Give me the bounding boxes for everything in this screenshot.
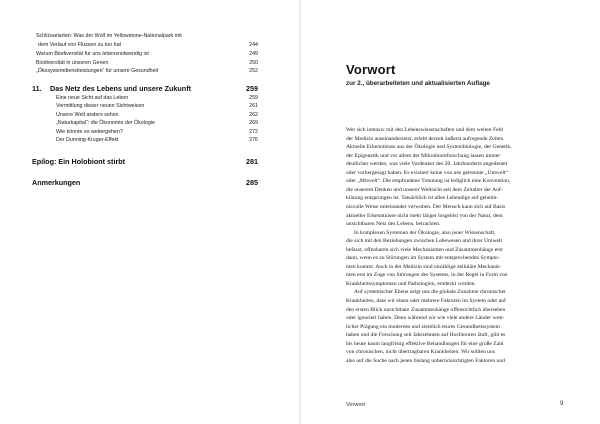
body-text-line: unsichtbaren Netz des Lebens, betrachten. xyxy=(346,221,441,228)
body-text-line: In komplexen Systemen der Ökologie, also jener Wissenschaft, xyxy=(354,229,496,236)
toc-chapter-page: 259 xyxy=(246,84,258,93)
toc-entry-text: Biodiversität in unseren Genen xyxy=(36,60,109,66)
body-text-line: von chronischen, nicht übertragbaren Krankheiten. Wir sollten uns xyxy=(346,349,495,356)
body-text-line: nisvolle Weise miteinander verwoben. Der Mensch kann sich auf Basis xyxy=(346,203,506,210)
toc-entry-page: 262 xyxy=(249,112,258,118)
body-text-line: der Medizin auseinandersetzt, erlebt derzeit äußerst aufregende Zeiten. xyxy=(346,135,505,142)
body-text-line: befasst, offenbaren sich viele Mechanismen und Zusammenhänge erst xyxy=(346,246,503,253)
toc-entry-text: Unsere Welt anders sehen xyxy=(56,112,119,118)
toc-anmerkungen-page: 285 xyxy=(246,178,258,187)
body-text-line: oder vorhergesagt haben: Es existiert keine von uns getrennte „Umwelt“ xyxy=(346,169,508,176)
toc-entry-page: 276 xyxy=(249,137,258,143)
toc-entry-page: 272 xyxy=(249,129,258,135)
toc-chapter-number: 11. xyxy=(32,84,42,93)
toc-epilog-page: 281 xyxy=(246,157,258,166)
body-text-line: deutlicher werden, was viele Vordenker des 20. Jahrhunderts angedeutet xyxy=(346,161,508,168)
body-text-line: Auf systemischer Ebene zeigt uns die globale Zunahme chronischer xyxy=(354,289,506,296)
book-gutter xyxy=(299,0,301,424)
body-text-line: Krankheitssymptomen und Pathologien, entdeckt worden. xyxy=(346,280,476,287)
body-text-line: also auf die Suche nach jenen bislang unberücksichtigten Faktoren und xyxy=(346,357,505,364)
toc-entry-page: 250 xyxy=(249,60,258,66)
body-text-line: oder ignoriert haben. Denn während wir wie viele andere Länder west- xyxy=(346,315,505,322)
body-text-line: aktueller Erkenntnisse nicht mehr länger losgelöst von der Natur, dem xyxy=(346,212,503,219)
toc-entry-page: 244 xyxy=(249,42,258,48)
toc-entry-text: Eine neue Sicht auf das Leben xyxy=(56,95,129,101)
page-title: Vorwort xyxy=(346,62,396,77)
toc-entry-text: Warum Biodiversität für uns lebensnotwendig ist xyxy=(36,51,149,57)
running-footer: Vorwort xyxy=(346,402,365,408)
body-text-line: klärung entsprungen ist. Tatsächlich ist alles Lebendige auf geheim- xyxy=(346,195,499,202)
toc-entry-page: 252 xyxy=(249,68,258,74)
toc-epilog-title: Epilog: Ein Holobiont stirbt xyxy=(32,157,126,166)
body-text-line: den ersten Blick unsichtbare Zusammenhänge offensichtlich übersehen xyxy=(346,306,506,313)
body-text-line: Wer sich intensiv mit den Lebenswissenschaften und dem weiten Feld xyxy=(346,127,503,133)
page-number: 9 xyxy=(560,401,564,407)
toc-entry-text: Wie könnte es weitergehen? xyxy=(56,129,123,135)
toc-entry-text: Schlüsselarten: Was der Wolf im Yellowstone-Nationalpark mit xyxy=(36,33,182,39)
body-text-line: men erst im Zuge von Störungen des Systems, in der Regel in Form von xyxy=(346,272,508,279)
toc-entry-text: „Naturkapital“: die Ökonomie der Ökologie xyxy=(56,120,155,126)
toc-entry-page: 269 xyxy=(249,120,258,126)
body-text-line: haben und die Forschung seit Jahrzehnten auf Hochtouren läuft, gibt es xyxy=(346,332,506,339)
toc-entry-text: „Ökosystemdienstleistungen“ für unsere Gesundheit xyxy=(36,68,159,74)
body-text-line: die unserem Denken und unserer Weltsicht seit dem Zeitalter der Auf- xyxy=(346,186,503,193)
toc-anmerkungen-title: Anmerkungen xyxy=(32,178,81,187)
body-text-line: men kommt. Auch in der Medizin sind unzählige zelluläre Mechanis- xyxy=(346,263,502,270)
toc-entry-text: Der Dunning-Kruger-Effekt xyxy=(56,137,119,143)
toc-chapter-title: Das Netz des Lebens und unsere Zukunft xyxy=(50,84,191,93)
body-text-line: der Epigenetik und vor allem der Mikrobiomforschung lassen immer xyxy=(346,152,501,159)
body-text-line: Krankheiten, dass wir einen oder mehrere Faktoren im System oder auf xyxy=(346,298,506,304)
page-subtitle: zur 2., überarbeiteten und aktualisierten Auflage xyxy=(346,80,490,87)
toc-entry-page: 259 xyxy=(249,95,258,101)
body-text-line: oder „Mitwelt“. Die empfundene Trennung ist lediglich eine Konvention, xyxy=(346,178,511,185)
body-text-line: die sich mit den Beziehungen zwischen Lebewesen und ihrer Umwelt xyxy=(346,238,503,245)
toc-entry-text: Vermittlung dieser neuen Sichtweisen xyxy=(56,103,145,109)
body-text-line: Aktuelle Erkenntnisse aus der Ökologie und Systembiologie, der Genetik, xyxy=(346,144,512,151)
toc-entry-page: 261 xyxy=(249,103,258,109)
body-text-line: dann, wenn es zu Störungen im System mit entsprechenden Sympto- xyxy=(346,255,500,262)
toc-entry-text: dem Verlauf von Flüssen zu tun hat xyxy=(38,42,122,48)
toc-entry-page: 249 xyxy=(249,51,258,57)
body-text-line: bis heute kaum langfristig effektive Behandlungen für eine große Zahl xyxy=(346,340,504,347)
body-text-line: licher Prägung ein modernes und ziemlich teures Gesundheitssystem xyxy=(346,323,500,330)
